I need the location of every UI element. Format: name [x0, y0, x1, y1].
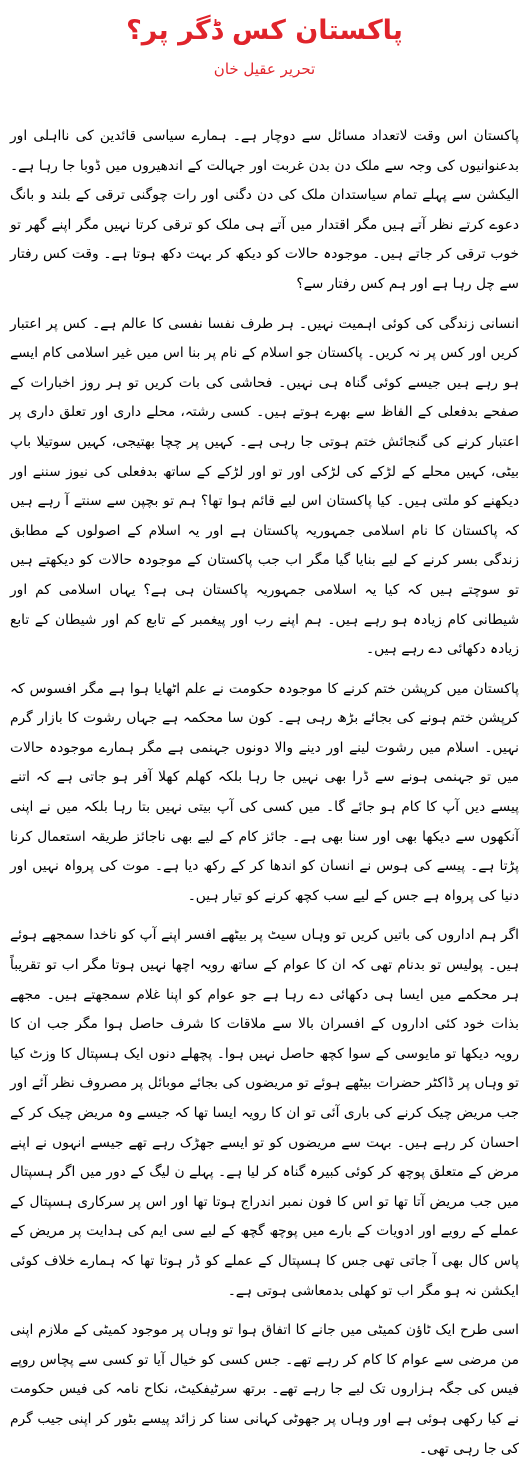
article-headline: پاکستان کس ڈگر پر؟ — [126, 15, 403, 46]
article-paragraph: انسانی زندگی کی کوئی اہمیت نہیں۔ ہر طرف نفسا نفسی کا عالم ہے۔ کس پر اعتبار کریں اور کس پر نہ کریں۔ پاکستان جو اسلام کے نام پر بنا اس میں غیر اسلامی کام ایسے ہو رہے ہیں جیسے کوئی گناہ ہی نہیں۔ فحاشی کی بات کریں تو ہر روز اخبارات کے صفحے بدفعلی کے الفاظ سے بھرے ہوتے ہیں۔ کسی رشتہ، محلے داری اور تعلق داری پر اعتبار کرنے کی گنجائش ختم ہوتی جا رہی ہے۔ کہیں پر چچا بھتیجی، کہیں سوتیلا باپ بیٹی، کہیں محلے کے لڑکے کی لڑکی اور تو اور لڑکے کے ساتھ بدفعلی کی نیوز سننے اور دیکھنے کو ملتی ہیں۔ کیا پاکستان اس لیے قائم ہوا تھا؟ ہم تو بچپن سے سنتے آ رہے ہیں کہ پاکستان کا نام اسلامی جمہوریہ پاکستان ہے اور یہ اسلام کے اصولوں کے مطابق زندگی بسر کرنے کے لیے بنایا گیا مگر اب جب پاکستان کے موجودہ حالات کو دیکھتے ہیں تو سوچتے ہیں کہ کیا یہ اسلامی جمہوریہ پاکستان ہی ہے؟ یہاں اسلامی کم اور شیطانی کام زیادہ ہو رہے ہیں۔ ہم اپنے رب اور پیغمبر کے تابع کم اور شیطان کے تابع زیادہ دکھائی دے رہے ہیں۔ — [10, 315, 519, 658]
article-byline: تحریر عقیل خان — [213, 60, 316, 78]
article-paragraph: پاکستان اس وقت لاتعداد مسائل سے دوچار ہے۔ ہمارے سیاسی قائدین کی نااہلی اور بدعنوانیوں کی وجہ سے ملک دن بدن غربت اور جہالت کے اندھیروں میں ڈوبا جا رہا ہے۔ الیکشن سے پہلے تمام سیاستدان ملک کی دن دگنی اور رات چوگنی ترقی کے بلند و بانگ دعوے کرتے نظر آتے ہیں مگر اقتدار میں آتے ہی ملک کو ترقی کرتا نہیں مگر اپنے گھر تو خوب ترقی کر جاتے ہیں۔ موجودہ حالات کو دیکھ کر بہت دکھ ہوتا ہے۔ وقت کس رفتار سے چل رہا ہے اور ہم کس رفتار سے؟ — [10, 128, 519, 292]
article-paragraph: پاکستان میں کرپشن ختم کرنے کا موجودہ حکومت نے علم اٹھایا ہوا ہے مگر افسوس کہ کرپشن ختم ہونے کی بجائے بڑھ رہی ہے۔ کون سا محکمہ ہے جہاں رشوت کا بازار گرم نہیں۔ اسلام میں رشوت لینے اور دینے والا دونوں جہنمی ہے مگر ہمارے موجودہ حالات میں تو جہنمی ہونے سے ڈرا بھی نہیں جا رہا بلکہ کھلم کھلا آفر ہو جاتی ہے کہ اتنے پیسے دیں آپ کا کام ہو جائے گا۔ میں کسی کی آپ بیتی نہیں بتا رہا بلکہ میں نے اپنی آنکھوں سے دیکھا بھی اور سنا بھی ہے۔ جائز کام کے لیے بھی ناجائز طریقہ استعمال کرنا پڑتا ہے۔ پیسے کی ہوس نے انسان کو اندھا کر کے رکھ دیا ہے۔ موت کی پرواہ نہیں اور دنیا کی پرواہ ہے جس کے لیے سب کچھ کرنے کو تیار ہیں۔ — [10, 680, 519, 904]
article-paragraph: اگر ہم اداروں کی باتیں کریں تو وہاں سیٹ پر بیٹھے افسر اپنے آپ کو ناخدا سمجھے ہوئے ہیں۔ پولیس تو بدنام تھی کہ ان کا عوام کے ساتھ رویہ اچھا نہیں ہوتا مگر اب تو تقریباً ہر محکمے میں ایسا ہی دکھائی دے رہا ہے جو عوام کو اپنا غلام سمجھتے ہیں۔ مجھے بذات خود کئی اداروں کے افسران بالا سے ملاقات کا شرف حاصل ہوا مگر جب ان کا رویہ دیکھا تو مایوسی کے سوا کچھ حاصل نہیں ہوا۔ پچھلے دنوں ایک ہسپتال کا وزٹ کیا تو وہاں پر ڈاکٹر حضرات بیٹھے ہوئے تو مریضوں کی بجائے موبائل پر مصروف نظر آئے اور جب مریض چیک کرنے کی باری آئی تو ان کا رویہ ایسا تھا کہ جیسے وہ مریض چیک کر کے احسان کر رہے ہیں۔ بہت سے مریضوں کو تو ایسے جھڑک رہے تھے جیسے انہوں نے اپنے مرض کے متعلق پوچھ کر کوئی کبیرہ گناہ کر لیا ہے۔ پہلے ن لیگ کے دور میں اگر ہسپتال میں جب مریض آتا تھا تو اس کا فون نمبر اندراج ہوتا تھا اور اس پر سرکاری ہسپتال کے عملے کے رویے اور ادویات کے بارے میں پوچھ گچھ کے لیے سی ایم کی ہدایت پر مریض کے پاس کال بھی آ جاتی تھی جس کا ہسپتال کے عملے کو ڈر ہوتا تھا کہ ہمارے خلاف کوئی ایکشن نہ ہو مگر اب تو کھلی بدمعاشی ہوتی ہے۔ — [10, 927, 519, 1299]
article-body — [10, 122, 519, 1474]
article-paragraph: اسی طرح ایک ٹاؤن کمیٹی میں جانے کا اتفاق ہوا تو وہاں پر موجود کمیٹی کے ملازم اپنی من مرضی سے عوام کا کام کر رہے تھے۔ جس کسی کو خیال آیا تو کسی سے پچاس روپے فیس کی جگہ ہزاروں تک لیے جا رہے تھے۔ برتھ سرٹیفکیٹ، نکاح نامہ کی فیس حکومت نے کیا رکھی ہوئی ہے اور وہاں پر جھوٹی کہانی سنا کر زائد پیسے بٹور کر اپنی جیب گرم کی جا رہی تھی۔ — [10, 1322, 519, 1457]
